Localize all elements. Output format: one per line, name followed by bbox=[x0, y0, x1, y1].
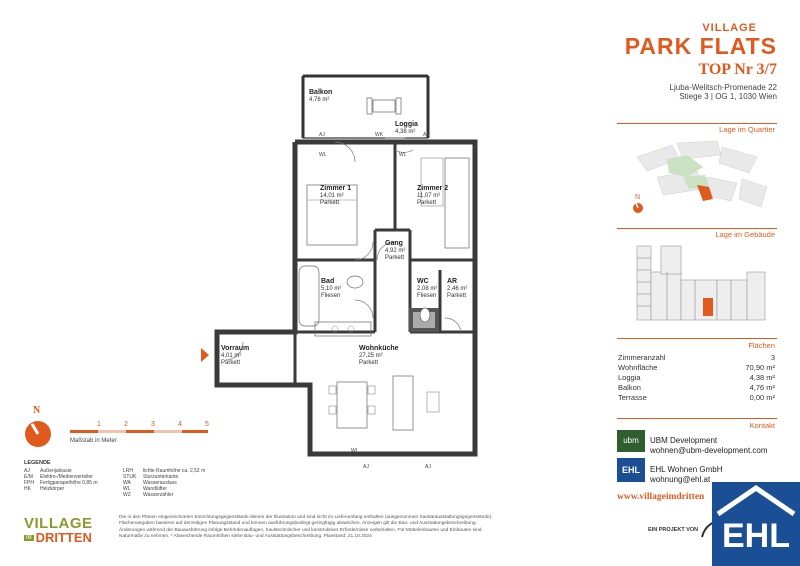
legend-right bbox=[123, 468, 233, 498]
north-compass-icon bbox=[24, 420, 52, 448]
address-line-1: Ljuba-Welitsch-Promenade 22 bbox=[669, 83, 777, 92]
room-gang: Gang 4,92 m² Parkett bbox=[385, 240, 406, 261]
room-balkon: Balkon 4,76 m² bbox=[309, 89, 333, 103]
legend-row: WZ Wasserzähler bbox=[123, 492, 174, 498]
room-loggia: Loggia 4,38 m² bbox=[395, 121, 418, 135]
legend-row: WA Wasserauslass bbox=[123, 480, 177, 486]
section-flaechen: Flächen bbox=[748, 341, 775, 350]
aj-label-2: AJ bbox=[423, 132, 429, 138]
legend-row: HK Heizkörper bbox=[24, 486, 65, 492]
divider-flaechen bbox=[617, 338, 777, 339]
legend-title: LEGENDE bbox=[24, 460, 51, 466]
wk-label: WK bbox=[375, 132, 384, 138]
room-zimmer2: Zimmer 2 11,07 m² Parkett bbox=[417, 185, 449, 206]
scale-bar bbox=[70, 428, 210, 436]
room-ar: AR 2,46 m² Parkett bbox=[447, 278, 468, 299]
footer-logo-village: VILLAGE bbox=[24, 515, 93, 532]
ehl-big-logo bbox=[712, 482, 800, 566]
website-link[interactable]: www.villageimdritten bbox=[617, 492, 705, 502]
area-row-terrasse: Terrasse 0,00 m² bbox=[618, 393, 775, 402]
room-bad: Bad 5,10 m² Fliesen bbox=[321, 278, 342, 299]
section-kontakt: Kontakt bbox=[749, 421, 775, 430]
divider-kontakt bbox=[617, 418, 777, 419]
section-gebaeude: Lage im Gebäude bbox=[715, 230, 775, 239]
section-quartier: Lage im Quartier bbox=[719, 125, 775, 134]
areas-table bbox=[618, 353, 775, 403]
footer-disclaimer: Die in den Plänen eingezeichneten Einrichtungsgegenstände dienen der Illustration und sind nicht im Lieferumfang enthalten (ausgenommen Sanitärausstattungsgegenstände). Flächenangaben basieren auf derzeitigen Planungsstand und können ausführungsbedingt geringfügig abweichen. Anzeigen gilt die Bau- und Ausstattungsbeschreibung. Änderungen während der Bauausführung infolge Behördenauflagen, haustechnischer und konstruktiver Erfordernisse vorbehalten. Für Möbelenbauten und Einbauten sind Naturmaße zu nehmen. * Abweichende Raumhöhen siehe Bau- und Ausstattungsbeschreibung. Planstand: 21.10.2024 bbox=[119, 515, 493, 539]
ehl-name: EHL Wohnen GmbH bbox=[650, 465, 723, 474]
legend-row: E/M Elektro-/Medienverteiler bbox=[24, 474, 93, 480]
room-wohnkueche: Wohnküche 27,25 m² Parkett bbox=[359, 345, 399, 366]
room-zimmer1: Zimmer 1 14,01 m² Parkett bbox=[320, 185, 352, 206]
ehl-small-logo: EHL bbox=[617, 458, 645, 482]
scale-tick-4: 4 bbox=[178, 421, 182, 428]
legend-row: WL Wandlüfter bbox=[123, 486, 167, 492]
aj-label-1: AJ bbox=[319, 132, 325, 138]
address-line-2: Stiege 3 | OG 1, 1030 Wien bbox=[679, 92, 777, 101]
brand-village: VILLAGE bbox=[702, 22, 757, 34]
map-north-label: N bbox=[635, 194, 641, 201]
brand-park-flats: PARK FLATS bbox=[624, 33, 777, 59]
divider-quartier bbox=[617, 123, 777, 124]
north-label: N bbox=[33, 405, 41, 416]
scale-tick-5: 5 bbox=[205, 421, 209, 428]
room-wc: WC 2,08 m² Fliesen bbox=[417, 278, 438, 299]
wl-label-1: WL bbox=[319, 152, 327, 158]
wl-label-2: WL bbox=[399, 152, 407, 158]
footer-logo-im: IM bbox=[26, 535, 32, 541]
floor-plan bbox=[195, 70, 485, 470]
legend-row: AJ Außenjalousie bbox=[24, 468, 72, 474]
scale-tick-3: 3 bbox=[151, 421, 155, 428]
ubm-logo: ubm bbox=[617, 430, 645, 452]
footer-logo-dritten: DRITTEN bbox=[35, 530, 92, 545]
footer-logo bbox=[24, 516, 104, 545]
room-vorraum: Vorraum 4,01 m² Parkett bbox=[221, 345, 250, 366]
legend-left bbox=[24, 468, 124, 492]
ehl-big-text: EHL bbox=[722, 517, 790, 555]
aj-label-4: AJ bbox=[425, 464, 431, 470]
brand-block bbox=[612, 22, 777, 101]
area-row-wohnflaeche: Wohnfläche 70,90 m² bbox=[618, 363, 775, 372]
wl-label-3: WL bbox=[351, 448, 359, 454]
legend-row: LRH lichte Raumhöhe ca. 2,52 m bbox=[123, 468, 206, 474]
quartier-map bbox=[617, 137, 777, 219]
project-by-label: EIN PROJEKT VON bbox=[648, 527, 699, 533]
divider-gebaeude bbox=[617, 228, 777, 229]
top-number: TOP Nr 3/7 bbox=[698, 61, 777, 78]
legend-row: FPH Fertigparapethöhe 0,85 m bbox=[24, 480, 98, 486]
scale-label: Maßstab in Meter bbox=[70, 438, 117, 444]
ehl-email[interactable]: wohnung@ehl.at bbox=[650, 475, 711, 484]
scale-tick-1: 1 bbox=[97, 421, 101, 428]
area-row-balkon: Balkon 4,76 m² bbox=[618, 383, 775, 392]
area-row-zimmer: Zimmeranzahl 3 bbox=[618, 353, 775, 362]
ubm-email[interactable]: wohnen@ubm-development.com bbox=[650, 446, 768, 455]
ubm-name: UBM Development bbox=[650, 436, 718, 445]
aj-label-3: AJ bbox=[363, 464, 369, 470]
area-row-loggia: Loggia 4,38 m² bbox=[618, 373, 775, 382]
scale-tick-2: 2 bbox=[124, 421, 128, 428]
gebaeude-map bbox=[617, 242, 777, 330]
legend-row: STUK Sturzunterkante bbox=[123, 474, 179, 480]
